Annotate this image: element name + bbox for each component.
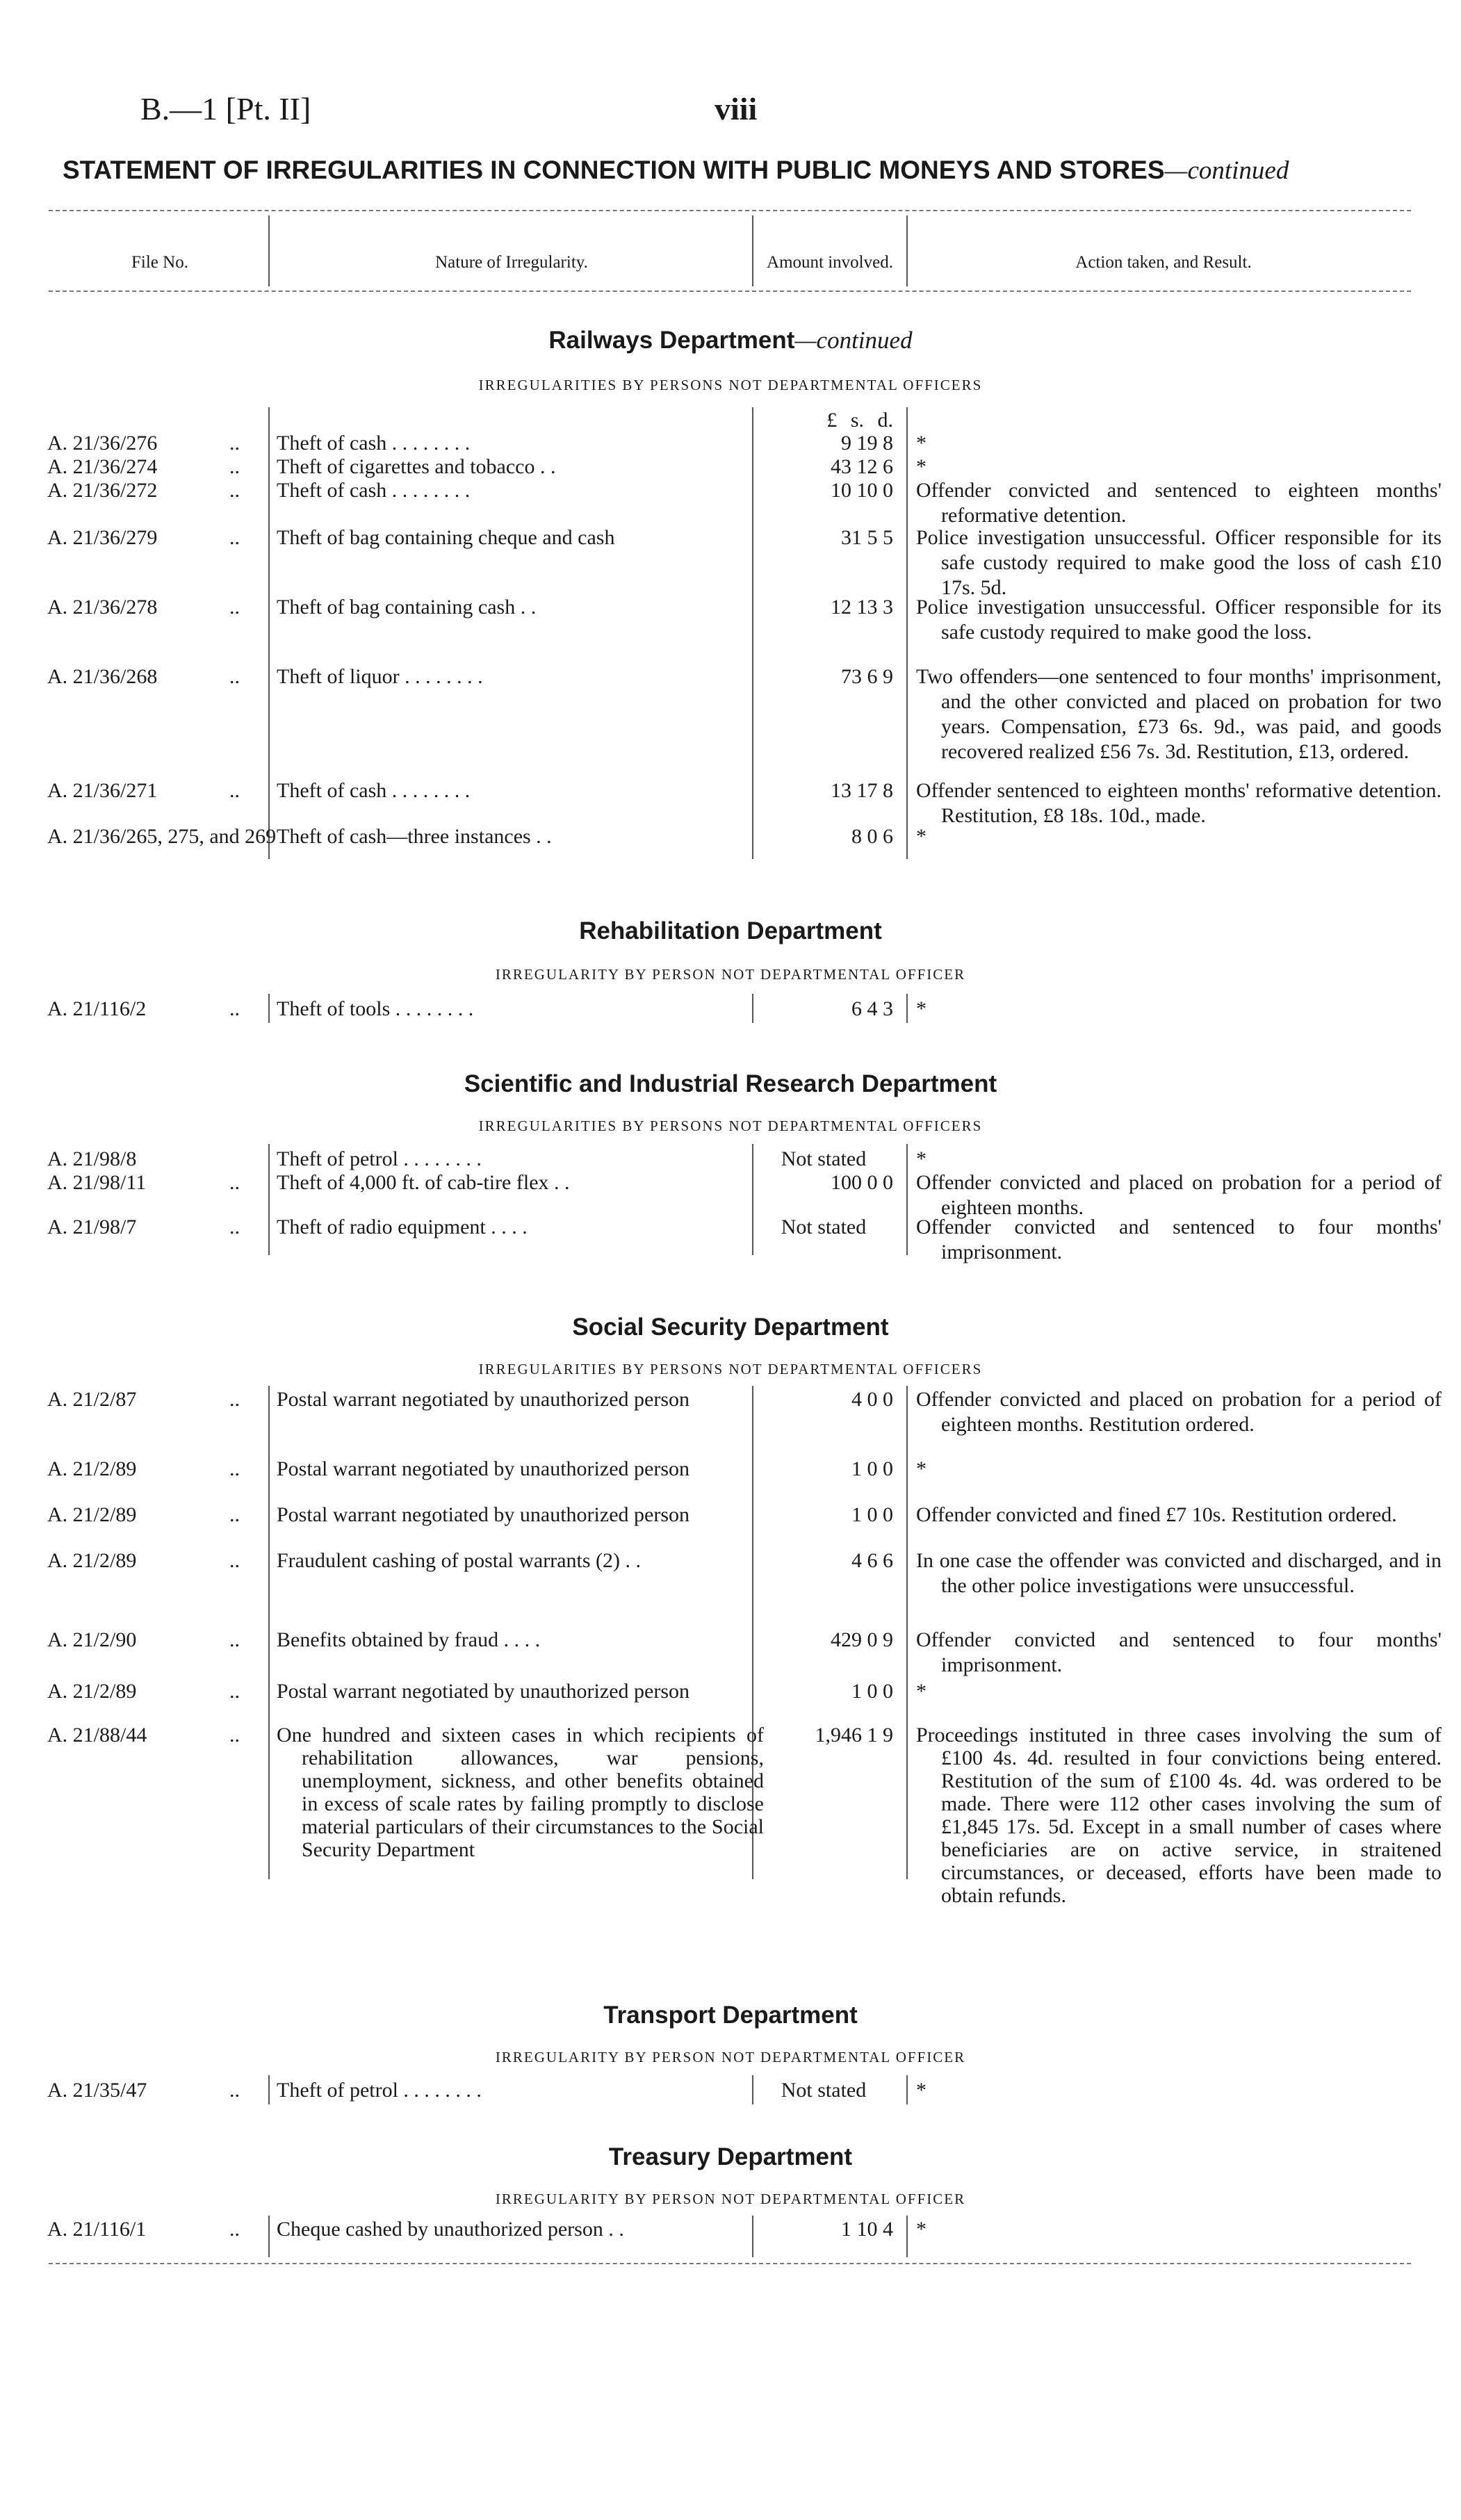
section-title-railways-suffix: —continued xyxy=(794,327,913,354)
irregularity-nature: Benefits obtained by fraud . . . . xyxy=(277,1628,541,1651)
file-number: A. 21/116/1 xyxy=(47,2218,147,2241)
file-number: A. 21/2/90 xyxy=(47,1628,137,1651)
section-title-transport: Transport Department xyxy=(603,2002,858,2029)
file-number: A. 21/36/278 xyxy=(47,596,158,619)
action-result: * xyxy=(916,2218,927,2241)
amount-involved: 4 6 6 xyxy=(851,1549,893,1572)
column-divider xyxy=(906,2075,908,2104)
irregularity-nature: Theft of bag containing cash . . xyxy=(277,596,537,619)
column-divider xyxy=(906,994,908,1023)
amount-involved: 6 4 3 xyxy=(851,997,893,1020)
file-number: A. 21/116/2 xyxy=(47,997,147,1020)
amount-involved: 10 10 0 xyxy=(831,479,893,502)
column-header-file: File No. xyxy=(131,252,188,272)
section-title-rehabilitation: Rehabilitation Department xyxy=(579,917,882,944)
leader-dots: .. xyxy=(229,2079,240,2102)
irregularity-nature: Postal warrant negotiated by unauthorized person xyxy=(277,1457,689,1480)
amount-involved: 4 0 0 xyxy=(851,1388,893,1411)
header-divider xyxy=(268,215,270,286)
amount-involved: Not stated xyxy=(781,2079,867,2102)
action-result: * xyxy=(916,2079,927,2102)
section-title-railways xyxy=(0,327,1461,354)
leader-dots: .. xyxy=(229,1388,240,1411)
irregularity-nature: One hundred and sixteen cases in which recipients of rehabilitation allowances, war pensions, unemployment, sickness, and other benefits obtained in excess of scale rates by failing promptly to disclose material particulars of their circumstances to the Social Security Department xyxy=(277,1724,764,1861)
action-result: * xyxy=(916,997,927,1020)
leader-dots: .. xyxy=(229,997,240,1020)
leader-dots: .. xyxy=(229,1457,240,1480)
irregularity-nature: Theft of cash . . . . . . . . xyxy=(277,479,471,502)
leader-dots: .. xyxy=(229,1628,240,1651)
amount-involved: 1 0 0 xyxy=(851,1680,893,1703)
file-number: A. 21/36/276 xyxy=(47,432,158,455)
irregularity-nature: Theft of tools . . . . . . . . xyxy=(277,997,474,1020)
leader-dots: .. xyxy=(229,1680,240,1703)
amount-involved: 1 0 0 xyxy=(851,1503,893,1526)
column-header-nature: Nature of Irregularity. xyxy=(435,252,588,272)
leader-dots: .. xyxy=(229,779,240,802)
action-result: * xyxy=(916,1680,927,1703)
file-number: A. 21/36/271 xyxy=(47,779,158,802)
file-number: A. 21/88/44 xyxy=(47,1724,147,1746)
action-result: Two offenders—one sentenced to four months' imprisonment, and the other convicted and placed on probation for two years. Compensation, £73 6s. 9d., was paid, and goods recovered realized £56 7s. 3d. Restitution, £13, ordered. xyxy=(916,665,1442,763)
action-result: * xyxy=(916,1457,927,1480)
file-number: A. 21/2/89 xyxy=(47,1503,137,1526)
leader-dots: .. xyxy=(229,526,240,549)
irregularity-nature: Theft of petrol . . . . . . . . xyxy=(277,1147,482,1170)
action-result: * xyxy=(916,825,927,848)
irregularity-nature: Theft of cash . . . . . . . . xyxy=(277,779,471,802)
action-result: Offender convicted and sentenced to four months' imprisonment. xyxy=(916,1216,1442,1263)
irregularity-nature: Theft of radio equipment . . . . xyxy=(277,1216,528,1238)
irregularity-nature: Theft of liquor . . . . . . . . xyxy=(277,665,483,688)
leader-dots: .. xyxy=(229,455,240,478)
document-reference: B.—1 [Pt. II] xyxy=(140,91,311,126)
irregularity-nature: Postal warrant negotiated by unauthorized person xyxy=(277,1388,689,1411)
section-title-scientific: Scientific and Industrial Research Department xyxy=(464,1070,997,1097)
irregularity-nature: Theft of petrol . . . . . . . . xyxy=(277,2079,482,2102)
leader-dots: .. xyxy=(229,479,240,502)
irregularity-nature: Cheque cashed by unauthorized person . . xyxy=(277,2218,624,2241)
action-result: Proceedings instituted in three cases involving the sum of £100 4s. 4d. resulted in four convictions being entered. Restitution of the sum of £100 4s. 4d. was ordered to be made. There were 112 other cases involving the sum of £1,845 17s. 5d. Except in a small number of cases where beneficiaries are on active service, in straitened circumstances, or deceased, efforts have been made to obtain refunds. xyxy=(916,1724,1442,1907)
file-number: A. 21/2/89 xyxy=(47,1457,137,1480)
amount-involved: 1,946 1 9 xyxy=(815,1724,893,1746)
header-divider xyxy=(752,215,753,286)
amount-involved: 100 0 0 xyxy=(831,1171,893,1194)
file-number: A. 21/98/7 xyxy=(47,1216,137,1238)
section-subtitle-treasury: IRREGULARITY BY PERSON NOT DEPARTMENTAL OFFICER xyxy=(495,2191,966,2207)
irregularity-nature: Theft of cash—three instances . . xyxy=(277,825,552,848)
section-subtitle-rehabilitation: IRREGULARITY BY PERSON NOT DEPARTMENTAL OFFICER xyxy=(495,966,966,983)
amount-involved: 1 0 0 xyxy=(851,1457,893,1480)
leader-dots: .. xyxy=(229,1216,240,1238)
section-title-treasury: Treasury Department xyxy=(608,2143,853,2170)
amount-involved: 31 5 5 xyxy=(841,526,893,549)
statement-title xyxy=(63,156,1411,186)
action-result: Police investigation unsuccessful. Officer responsible for its safe custody required to make good the loss of cash £10 17s. 5d. xyxy=(916,526,1442,599)
amount-involved: 13 17 8 xyxy=(831,779,893,802)
file-number: A. 21/36/274 xyxy=(47,455,158,478)
file-number: A. 21/36/272 xyxy=(47,479,158,502)
action-result: * xyxy=(916,455,927,478)
leader-dots: .. xyxy=(229,1503,240,1526)
leader-dots: .. xyxy=(229,665,240,688)
amount-involved: 429 0 9 xyxy=(831,1628,893,1651)
leader-dots: .. xyxy=(229,1171,240,1194)
section-title-social-security: Social Security Department xyxy=(572,1314,889,1341)
amount-involved: Not stated xyxy=(781,1147,867,1170)
action-result: Offender convicted and sentenced to four months' imprisonment. xyxy=(916,1628,1442,1676)
action-result: Police investigation unsuccessful. Officer responsible for its safe custody required to make good the loss. xyxy=(916,596,1442,644)
section-subtitle-scientific: IRREGULARITIES BY PERSONS NOT DEPARTMENTAL OFFICERS xyxy=(478,1118,983,1134)
irregularity-nature: Theft of bag containing cheque and cash xyxy=(277,526,615,549)
column-header-amount: Amount involved. xyxy=(767,252,893,272)
header-rule-top xyxy=(49,210,1411,211)
irregularity-nature: Postal warrant negotiated by unauthorized person xyxy=(277,1680,689,1703)
file-number: A. 21/36/279 xyxy=(47,526,158,549)
column-divider xyxy=(906,1144,908,1255)
header-rule-bottom xyxy=(49,291,1411,292)
amount-involved: 12 13 3 xyxy=(831,596,893,619)
action-result: Offender sentenced to eighteen months' reformative detention. Restitution, £8 18s. 10d., made. xyxy=(916,779,1442,827)
amount-involved: 73 6 9 xyxy=(841,665,893,688)
amount-involved: 43 12 6 xyxy=(831,455,893,478)
irregularity-nature: Theft of 4,000 ft. of cab-tire flex . . xyxy=(277,1171,570,1194)
page-number: viii xyxy=(715,91,758,126)
irregularity-nature: Theft of cash . . . . . . . . xyxy=(277,432,471,455)
leader-dots: .. xyxy=(229,432,240,455)
table-rule-bottom xyxy=(49,2263,1411,2264)
irregularity-nature: Postal warrant negotiated by unauthorized person xyxy=(277,1503,689,1526)
amount-involved: 9 19 8 xyxy=(841,432,893,455)
section-title-railways-text: Railways Department xyxy=(548,327,795,354)
action-result: * xyxy=(916,1147,927,1170)
leader-dots: .. xyxy=(229,596,240,619)
file-number: A. 21/35/47 xyxy=(47,2079,147,2102)
action-result: Offender convicted and placed on probation for a period of eighteen months. xyxy=(916,1171,1442,1219)
column-divider xyxy=(752,2216,753,2257)
irregularity-nature: Fraudulent cashing of postal warrants (2) . . xyxy=(277,1549,642,1572)
column-divider xyxy=(906,1386,908,1879)
section-subtitle-transport: IRREGULARITY BY PERSON NOT DEPARTMENTAL OFFICER xyxy=(495,2049,966,2065)
file-number: A. 21/2/87 xyxy=(47,1388,137,1411)
statement-title-suffix: —continued xyxy=(1164,156,1289,185)
amount-involved: Not stated xyxy=(781,1216,867,1238)
action-result: Offender convicted and sentenced to eighteen months' reformative detention. xyxy=(916,479,1442,527)
header-divider xyxy=(906,215,908,286)
file-number: A. 21/2/89 xyxy=(47,1549,137,1572)
file-number: A. 21/36/265, 275, and 269 xyxy=(47,825,277,848)
statement-title-text: STATEMENT OF IRREGULARITIES IN CONNECTION WITH PUBLIC MONEYS AND STORES xyxy=(63,156,1165,184)
section-subtitle-social-security: IRREGULARITIES BY PERSONS NOT DEPARTMENTAL OFFICERS xyxy=(478,1361,983,1377)
amount-involved: 1 10 4 xyxy=(841,2218,893,2241)
amount-involved: 8 0 6 xyxy=(851,825,893,848)
leader-dots: .. xyxy=(229,1549,240,1572)
currency-header: £ s. d. xyxy=(826,409,893,432)
leader-dots: .. xyxy=(229,1724,240,1746)
irregularity-nature: Theft of cigarettes and tobacco . . xyxy=(277,455,556,478)
column-divider xyxy=(752,994,753,1023)
file-number: A. 21/98/11 xyxy=(47,1171,147,1194)
section-subtitle-railways: IRREGULARITIES BY PERSONS NOT DEPARTMENTAL OFFICERS xyxy=(478,377,983,393)
action-result: Offender convicted and placed on probation for a period of eighteen months. Restitution ordered. xyxy=(916,1388,1442,1436)
column-divider xyxy=(752,407,753,859)
file-number: A. 21/98/8 xyxy=(47,1147,137,1170)
file-number: A. 21/2/89 xyxy=(47,1680,137,1703)
column-divider xyxy=(906,407,908,859)
column-header-action: Action taken, and Result. xyxy=(1075,252,1252,272)
action-result: In one case the offender was convicted and discharged, and in the other police investigations were unsuccessful. xyxy=(916,1549,1442,1597)
action-result: Offender convicted and fined £7 10s. Restitution ordered. xyxy=(916,1503,1397,1526)
column-divider xyxy=(906,2216,908,2257)
action-result: * xyxy=(916,432,927,455)
leader-dots: .. xyxy=(229,2218,240,2241)
file-number: A. 21/36/268 xyxy=(47,665,158,688)
